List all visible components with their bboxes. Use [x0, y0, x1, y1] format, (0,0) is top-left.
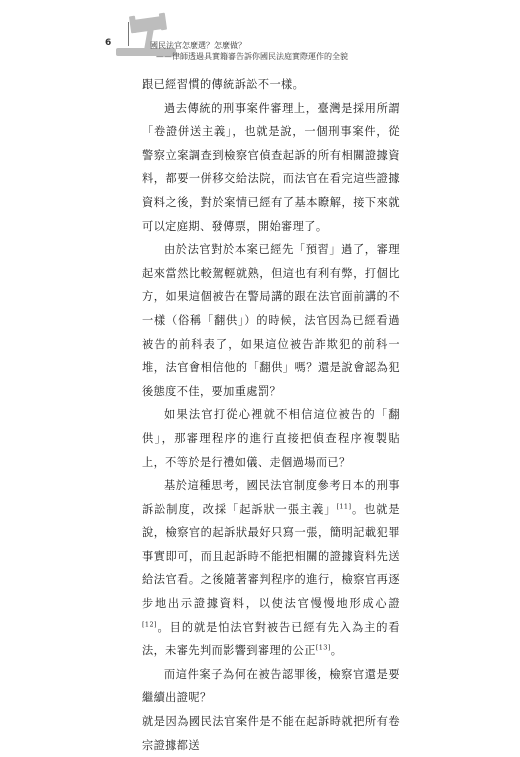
paragraph — [142, 238, 400, 403]
paragraph-text: 。目的就是怕法官對被告已經有先入為主的看法，未審先判而影響到審理的公正 — [142, 620, 400, 658]
paragraph-text: 。 — [330, 644, 343, 658]
paragraph — [142, 73, 400, 97]
paragraph-text: 由於法官對於本案已經先「預習」過了，審理起來當然比較駕輕就熟，但這也有利有弊，打個比方，如果這個被告在警局講的跟在法官面前講的不一樣（俗稱「翻供」）的時候，法官因為已經看過被告的前科表了，如果這位被告詐欺犯的前科一堆，法官會相信他的「翻供」嗎？還是說會認為犯後態度不佳，要加重處罰？ — [142, 243, 400, 398]
paragraph — [142, 663, 400, 710]
footnote-ref: [13] — [315, 643, 331, 652]
footnote-ref: [11] — [336, 501, 352, 510]
running-title: 國民法官怎麼選？怎麼做？ — [150, 41, 246, 50]
page-number: 6 — [105, 38, 112, 48]
paragraph-text: 如果法官打從心裡就不相信這位被告的「翻供」，那審理程序的進行直接把偵查程序複製貼上，不等於是行禮如儀、走個過場而已？ — [142, 408, 400, 469]
paragraph — [142, 97, 400, 239]
paragraph — [142, 403, 400, 474]
paragraph-text: 。也就是說，檢察官的起訴狀最好只寫一張，簡明記載犯罪事實即可，而且起訴時不能把相關的證據資料先送給法官看。之後隨著審判程序的進行，檢察官再逐步地出示證據資料，以使法官慢慢地形成心證 — [142, 502, 400, 611]
paragraph — [142, 710, 400, 757]
paragraph — [142, 474, 400, 663]
paragraph-text: 基於這種思考，國民法官制度參考日本的刑事訴訟制度，改採「起訴狀一張主義」 — [142, 479, 400, 516]
running-subtitle: ——律師透過具實籍審告訴你國民法庭實際運作的全貌 — [156, 52, 348, 61]
paragraph-text: 過去傳統的刑事案件審理上，臺灣是採用所謂「卷證併送主義」，也就是說，一個刑事案件，從警察立案調查到檢察官偵查起訴的所有相關證據資料，都要一併移交給法院，而法官在看完這些證據資料之後，對於案情已經有了基本瞭解，接下來就可以定庭期、發傳票，開始審理了。 — [142, 101, 400, 233]
running-header — [150, 40, 348, 62]
header-divider — [128, 22, 129, 46]
body-text — [142, 73, 400, 757]
footnote-ref: [12] — [142, 619, 157, 628]
paragraph-text: 就是因為國民法官案件是不能在起訴時就把所有卷宗證據都送 — [142, 715, 400, 752]
paragraph-text: 而這件案子為何在被告認罪後，檢察官還是要繼續出證呢？ — [142, 667, 400, 705]
paragraph-text: 跟已經習慣的傳統訴訟不一樣。 — [142, 78, 305, 91]
